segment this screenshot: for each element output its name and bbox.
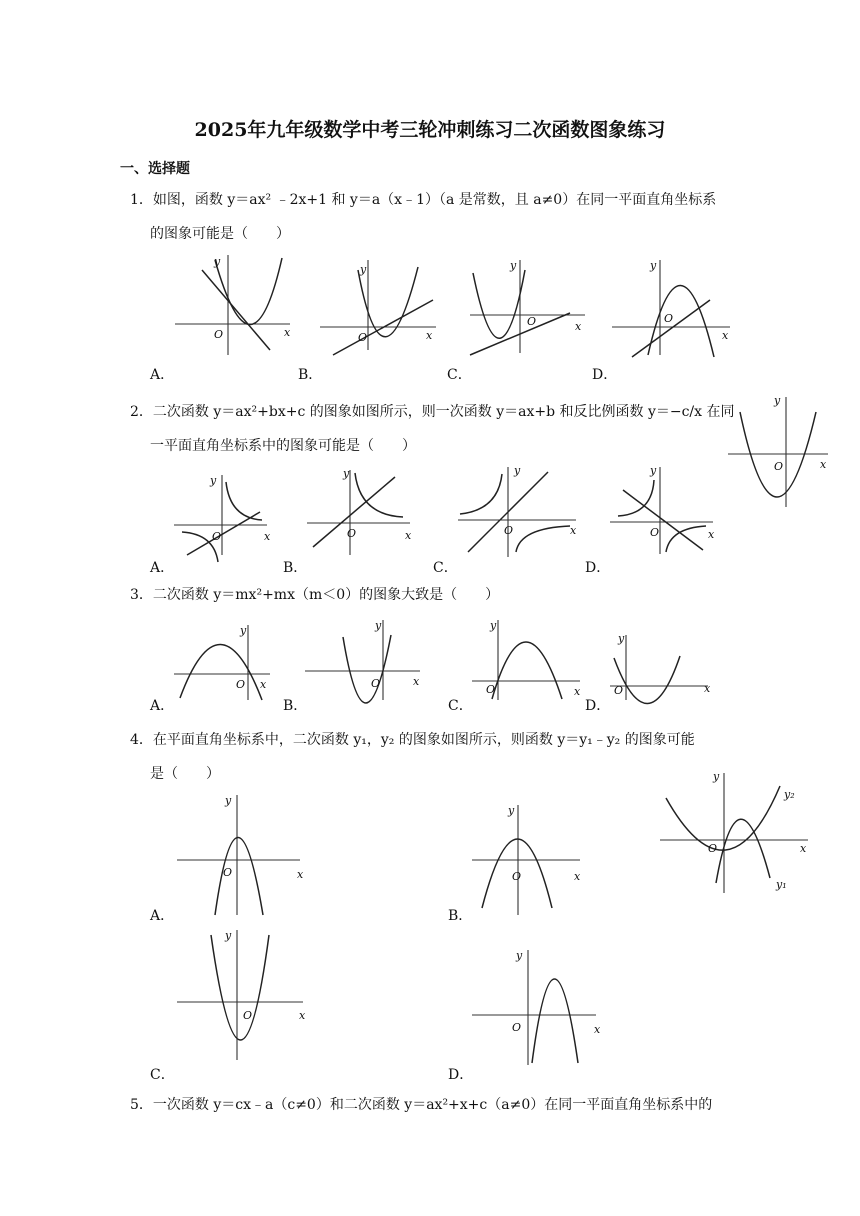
origin-label: O	[664, 312, 674, 325]
x-label: x	[594, 1023, 601, 1036]
q4-graph-c	[175, 925, 315, 1060]
question-4-line2: 是（ ）	[150, 766, 220, 782]
origin-label: O	[614, 684, 624, 697]
parabola	[343, 635, 391, 703]
x-label: x	[574, 685, 581, 698]
question-2	[130, 395, 750, 463]
y-label: y	[514, 464, 521, 477]
line	[187, 512, 260, 555]
option-a[interactable]: A．	[150, 908, 175, 924]
question-number: 2．	[130, 404, 153, 420]
option-b[interactable]: B．	[298, 367, 323, 383]
question-1-line2: 的图象可能是（ ）	[150, 226, 290, 242]
origin-label: O	[527, 315, 537, 328]
option-b[interactable]: B．	[283, 698, 308, 714]
question-4-line1: 4．在平面直角坐标系中，二次函数 y₁，y₂ 的图象如图所示，则函数 y＝y₁﹣y₂ 的图象可能	[130, 732, 695, 748]
x-label: x	[820, 458, 827, 471]
x-label: x	[260, 678, 267, 691]
option-d[interactable]: D．	[448, 1067, 474, 1083]
question-5	[130, 1088, 750, 1122]
line	[632, 300, 710, 357]
y-label: y	[214, 255, 221, 268]
y-label: y	[360, 263, 367, 276]
q2-graph-d	[608, 462, 723, 557]
origin-label: O	[504, 524, 514, 537]
q3-graph-d	[608, 630, 713, 700]
q4-reference-graph	[658, 768, 813, 898]
y-label: y	[650, 259, 657, 272]
option-c[interactable]: C．	[448, 698, 473, 714]
y-label: y	[510, 259, 517, 272]
q4-graph-b	[470, 800, 590, 915]
y-label: y	[650, 464, 657, 477]
page-title: 2025年九年级数学中考三轮冲刺练习二次函数图象练习	[194, 119, 666, 141]
question-4	[130, 723, 750, 791]
question-number: 5．	[130, 1097, 153, 1113]
question-3-line1: 3．二次函数 y＝mx²+mx（m＜0）的图象大致是（ ）	[130, 587, 500, 603]
q2-reference-graph	[728, 392, 838, 512]
y-label: y	[225, 794, 232, 807]
parabola	[473, 270, 525, 338]
question-number: 3．	[130, 587, 153, 603]
origin-label: O	[512, 870, 522, 883]
question-2-line2: 一平面直角坐标系中的图象可能是（ ）	[150, 438, 416, 454]
y-label: y	[508, 804, 515, 817]
q2-graph-c	[458, 462, 583, 557]
y-label: y	[240, 624, 247, 637]
origin-label: O	[243, 1009, 253, 1022]
hyperbola-branch-2	[516, 526, 570, 552]
origin-label: O	[371, 677, 381, 690]
y2-label: y₂	[784, 788, 795, 801]
origin-label: O	[512, 1021, 522, 1034]
option-a[interactable]: A．	[150, 560, 175, 576]
option-d[interactable]: D．	[585, 698, 611, 714]
y1-label: y₁	[776, 878, 787, 891]
question-number: 1．	[130, 192, 153, 208]
question-5-line1: 5．一次函数 y＝cx﹣a（c≠0）和二次函数 y＝ax²+x+c（a≠0）在同一平面直角坐标系中的	[130, 1097, 713, 1113]
origin-label: O	[236, 678, 246, 691]
q1-graph-d	[610, 255, 740, 360]
y-label: y	[774, 394, 781, 407]
q3-graph-a	[172, 620, 277, 700]
option-c[interactable]: C．	[150, 1067, 175, 1083]
x-label: x	[570, 524, 577, 537]
option-a[interactable]: A．	[150, 367, 175, 383]
question-number: 4．	[130, 732, 153, 748]
y-label: y	[375, 619, 382, 632]
parabola	[215, 258, 282, 325]
option-b[interactable]: B．	[448, 908, 473, 924]
origin-label: O	[223, 866, 233, 879]
hyperbola-branch	[355, 473, 403, 517]
question-2-line1: 2．二次函数 y＝ax²+bx+c 的图象如图所示，则一次函数 y＝ax+b 和反比例函数 y＝−c/x 在同	[130, 404, 735, 420]
x-label: x	[426, 329, 433, 342]
y-label: y	[713, 770, 720, 783]
q3-graph-c	[470, 615, 585, 700]
q2-graph-b	[305, 465, 415, 555]
hyperbola-branch-1	[460, 474, 502, 514]
option-d[interactable]: D．	[592, 367, 618, 383]
x-label: x	[574, 870, 581, 883]
x-label: x	[405, 529, 412, 542]
parabola	[614, 656, 680, 704]
q4-graph-a	[175, 790, 315, 915]
origin-label: O	[486, 683, 496, 696]
q4-graph-d	[470, 945, 600, 1065]
x-label: x	[575, 320, 582, 333]
origin-label: O	[774, 460, 784, 473]
x-label: x	[264, 530, 271, 543]
y-label: y	[618, 632, 625, 645]
question-1-line1: 1．如图，函数 y＝ax² ﹣2x+1 和 y＝a（x﹣1）（a 是常数，且 a≠0）在同一平面直角坐标系	[130, 192, 717, 208]
q1-graph-a	[170, 250, 300, 360]
q2-graph-a	[172, 470, 277, 555]
option-c[interactable]: C．	[433, 560, 458, 576]
origin-label: O	[347, 527, 357, 540]
q3-graph-b	[305, 615, 425, 705]
x-label: x	[297, 868, 304, 881]
y-label: y	[490, 619, 497, 632]
parabola	[492, 642, 562, 699]
x-label: x	[413, 675, 420, 688]
question-3	[130, 578, 750, 612]
origin-label: O	[708, 842, 718, 855]
x-label: x	[708, 528, 715, 541]
line	[623, 490, 703, 550]
q1-graph-b	[318, 255, 448, 355]
hyperbola-branch-1	[618, 480, 654, 516]
origin-label: O	[214, 328, 224, 341]
section-heading: 一、选择题	[120, 161, 190, 177]
option-a[interactable]: A．	[150, 698, 175, 714]
x-label: x	[284, 326, 291, 339]
question-1	[130, 183, 750, 251]
origin-label: O	[358, 331, 368, 344]
line	[202, 270, 270, 350]
x-label: x	[704, 682, 711, 695]
q1-graph-c	[465, 255, 595, 355]
option-b[interactable]: B．	[283, 560, 308, 576]
parabola	[211, 935, 269, 1040]
origin-label: O	[212, 530, 222, 543]
x-label: x	[722, 329, 729, 342]
option-c[interactable]: C．	[447, 367, 472, 383]
origin-label: O	[650, 526, 660, 539]
y-label: y	[225, 929, 232, 942]
y-label: y	[210, 474, 217, 487]
x-label: x	[800, 842, 807, 855]
y-label: y	[516, 949, 523, 962]
parabola	[532, 979, 578, 1063]
parabola	[180, 644, 262, 700]
x-label: x	[299, 1009, 306, 1022]
parabola	[358, 267, 418, 337]
option-d[interactable]: D．	[585, 560, 611, 576]
y-label: y	[343, 467, 350, 480]
